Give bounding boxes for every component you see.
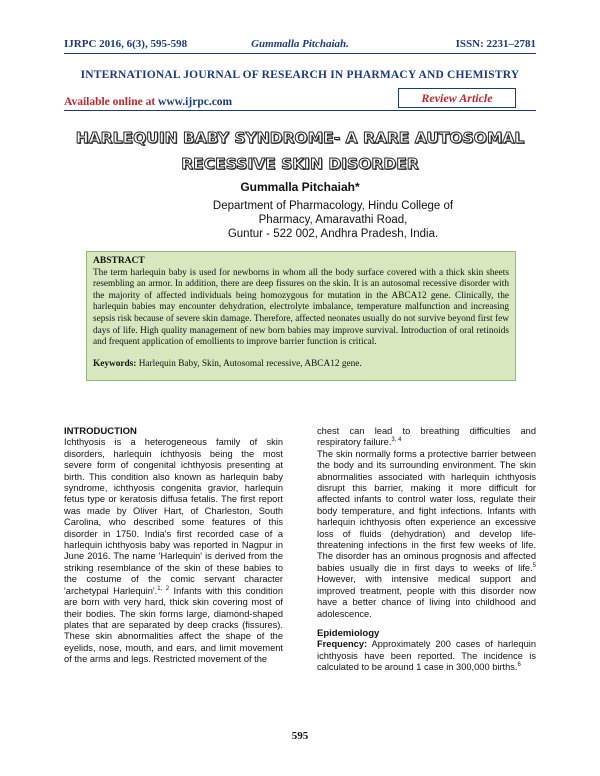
availability-label: Available online at (64, 96, 159, 108)
author-name: Gummalla Pitchaiah* (240, 180, 360, 194)
introduction-heading: INTRODUCTION (64, 426, 137, 437)
page-number: 595 (291, 730, 309, 742)
col2-text-1: chest can lead to breathing difficulties and respiratory failure. (317, 426, 536, 448)
title-line-1: HARLEQUIN BABY SYNDROME- A RARE AUTOSOMAL (75, 129, 525, 147)
journal-name: INTERNATIONAL JOURNAL OF RESEARCH IN PHARMACY AND CHEMISTRY (80, 69, 520, 81)
section-gap (317, 620, 536, 628)
abstract-box (86, 251, 516, 381)
col2-paragraph-2 (317, 449, 536, 620)
keywords-label: Keywords: (93, 358, 137, 369)
journal-url-link[interactable]: www.ijrpc.com (158, 96, 233, 108)
body-column-right (317, 426, 536, 674)
availability-line (64, 96, 232, 108)
title-line-2: RECESSIVE SKIN DISORDER (181, 155, 419, 173)
header-author: Gummalla Pitchaiah. (251, 38, 349, 50)
affiliation-line-2: Guntur - 522 002, Andhra Pradesh, India. (227, 228, 439, 240)
header-issn: ISSN: 2231–2781 (455, 38, 536, 50)
citation-ref[interactable]: 1, 2 (157, 585, 170, 592)
abstract-text: The term harlequin baby is used for newborns in whom all the body surface covered with a thick skin sheets resembling an armor. In addition, there are deep fissures on the skin. It is an autosomal recessive disorder with the majority of affected individuals being homozygous for mutation in the ABCA12 gene. Clinically, the harlequin babies may encounter dehydration, electrolyte imbalance, temperature malfunction and increasing sepsis risk because of severe skin damage. Therefore, affected neonates usually do not survive beyond first few days of life. High quality management of new born babies may improve survival. Introduction of oral retinoids and frequent application of emollients to improve barrier function is critical. (93, 267, 509, 348)
frequency-paragraph (317, 639, 536, 673)
frequency-label: Frequency: (317, 639, 368, 650)
col2-text-2-cont: However, with intensive medical support and improved treatment, people with this disorder now have a better chance of living into childhood and adolescence. (317, 574, 536, 619)
intro-text-cont: Infants with this condition are born with very hard, thick skin covering most of their bodies. The skin forms large, diamond-shaped plates that are separated by deep cracks (fissures). These skin abnormalities affect the shape of the eyelids, nose, mouth, and ears, and limit movement of the arms and legs. Restricted movement of the (64, 585, 283, 665)
intro-text: Ichthyosis is a heterogeneous family of skin disorders, harlequin ichthyosis being the most severe form of congenital ichthyosis presenting at birth. This condition also known as harlequin baby syndrome, ichthyosis congenita gravior, harlequin fetus type or keratosis diffusa fetalis. The first report was made by Oliver Hart, of Charleston, South Carolina, who described some features of this disorder in 1750. India's first recorded case of a harlequin ichthyosis baby was reported in Nagpur in June 2016. The name 'Harlequin' is derived from the striking resemblance of the skin of these babies to the costume of the comic servant character 'archetypal Harlequin'. (64, 437, 283, 596)
citation-ref[interactable]: 6 (517, 662, 521, 669)
body-column-left (64, 426, 283, 666)
article-type-badge: Review Article (398, 88, 516, 108)
citation-ref[interactable]: 5 (532, 562, 536, 569)
author-affiliation (190, 199, 476, 241)
epidemiology-heading: Epidemiology (317, 627, 380, 639)
header-divider (64, 53, 536, 54)
frequency-text: Approximately 200 cases of harlequin ichthyosis have been reported. The incidence is calculated to be around 1 case in 300,000 births. (317, 639, 536, 673)
availability-divider (64, 110, 536, 111)
col2-paragraph-1 (317, 426, 536, 449)
affiliation-line-1: Department of Pharmacology, Hindu College of Pharmacy, Amaravathi Road, (212, 200, 454, 226)
keywords-text: Harlequin Baby, Skin, Autosomal recessive, ABCA12 gene. (136, 358, 362, 369)
col2-text-2: The skin normally forms a protective barrier between the body and its surrounding environment. The skin abnormalities associated with harlequin ichthyosis disrupt this barrier, making it more difficult for affected infants to control water loss, regulate their body temperature, and fight infections. Infants with harlequin ichthyosis often experience an excessive loss of fluids (dehydration) and develop life-threatening infections in the first few weeks of life. The disorder has an ominous prognosis and affected babies usually die in first days to weeks of life. (317, 448, 536, 573)
abstract-heading: ABSTRACT (93, 256, 145, 266)
introduction-paragraph (64, 437, 283, 665)
article-title (64, 125, 536, 177)
header-citation: IJRPC 2016, 6(3), 595-598 (64, 38, 188, 50)
keywords-line (93, 359, 509, 371)
citation-ref[interactable]: 3, 4 (391, 437, 402, 444)
